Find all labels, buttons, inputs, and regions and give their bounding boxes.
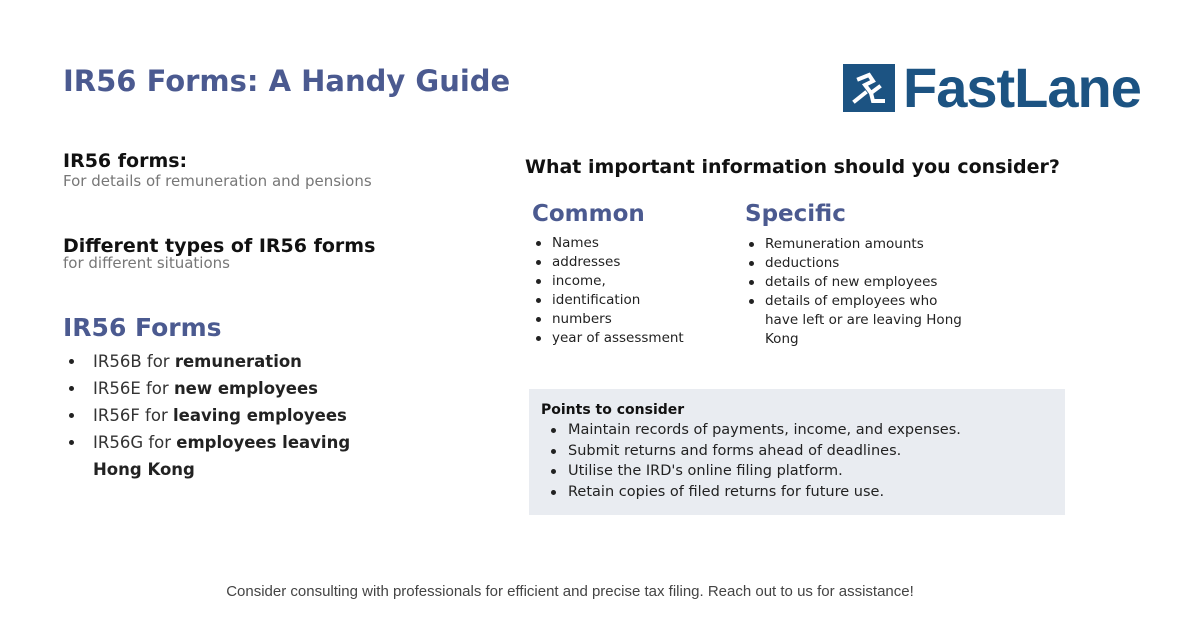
common-heading: Common bbox=[532, 201, 645, 227]
list-item: year of assessment bbox=[530, 329, 720, 348]
logo-wordmark: FastLane bbox=[903, 56, 1141, 119]
list-item: deductions bbox=[743, 254, 973, 273]
question-heading: What important information should you consider? bbox=[525, 156, 1060, 178]
forms-list bbox=[63, 348, 373, 483]
page-title: IR56 Forms: A Handy Guide bbox=[63, 64, 511, 98]
common-list bbox=[530, 234, 720, 348]
forms-heading: IR56 Forms bbox=[63, 313, 222, 342]
list-item: income, bbox=[530, 272, 720, 291]
list-item: Maintain records of payments, income, and expenses. bbox=[541, 420, 1053, 441]
specific-heading: Specific bbox=[745, 201, 846, 227]
list-item: Utilise the IRD's online filing platform. bbox=[541, 461, 1053, 482]
list-item: Names bbox=[530, 234, 720, 253]
points-box bbox=[529, 389, 1065, 515]
list-item: IR56F for leaving employees bbox=[63, 402, 373, 429]
types-section bbox=[63, 235, 375, 272]
list-item: numbers bbox=[530, 310, 720, 329]
fastlane-logo bbox=[843, 56, 1141, 119]
list-item: details of employees who have left or are leaving Hong Kong bbox=[743, 292, 973, 349]
types-subtitle: for different situations bbox=[63, 254, 230, 272]
specific-list bbox=[743, 235, 973, 349]
ir56-intro bbox=[63, 150, 372, 190]
list-item: Retain copies of filed returns for future use. bbox=[541, 482, 1053, 503]
list-item: IR56G for employees leaving Hong Kong bbox=[63, 429, 373, 483]
runner-logo-icon bbox=[843, 64, 895, 112]
list-item: Remuneration amounts bbox=[743, 235, 973, 254]
intro-heading: IR56 forms: bbox=[63, 150, 188, 172]
intro-subtitle: For details of remuneration and pensions bbox=[63, 172, 372, 190]
list-item: IR56E for new employees bbox=[63, 375, 373, 402]
footer-note: Consider consulting with professionals for efficient and precise tax filing. Reach out to us for assistance! bbox=[226, 583, 914, 600]
points-heading: Points to consider bbox=[541, 402, 685, 418]
list-item: identification bbox=[530, 291, 720, 310]
list-item: details of new employees bbox=[743, 273, 973, 292]
list-item: IR56B for remuneration bbox=[63, 348, 373, 375]
list-item: Submit returns and forms ahead of deadlines. bbox=[541, 441, 1053, 462]
list-item: addresses bbox=[530, 253, 720, 272]
types-heading: Different types of IR56 forms bbox=[63, 235, 376, 257]
points-list bbox=[541, 420, 1053, 502]
